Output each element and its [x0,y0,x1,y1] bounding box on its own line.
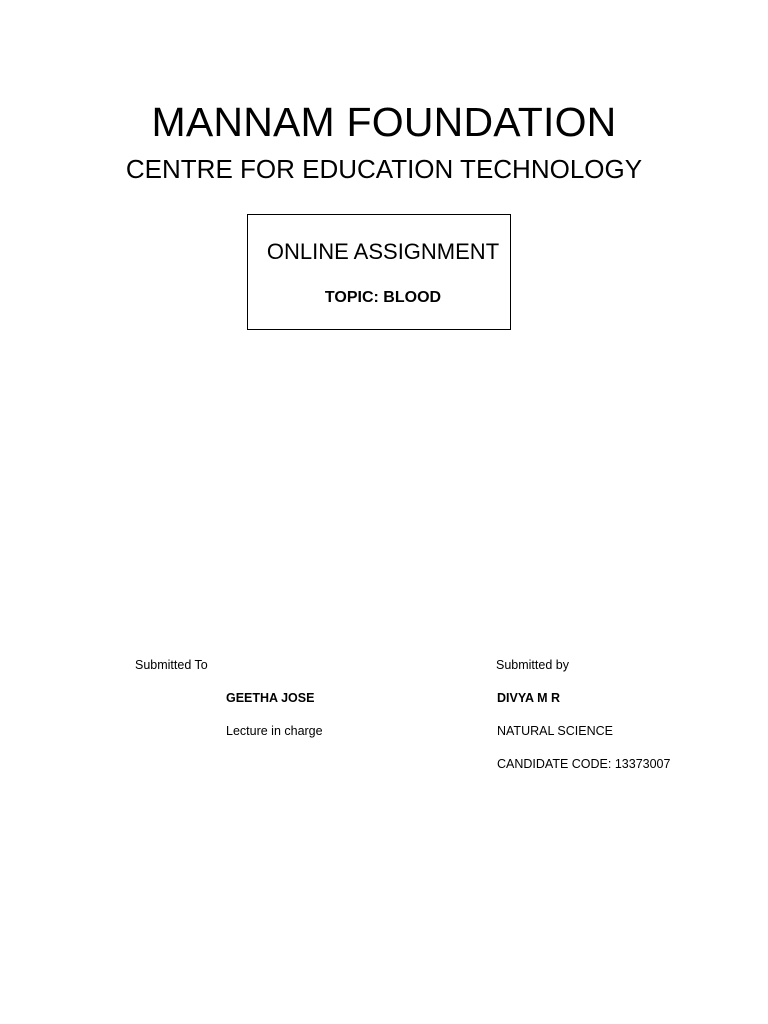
submitted-to-label: Submitted To [135,658,208,672]
submitted-by-subject: NATURAL SCIENCE [497,724,613,738]
submitted-to-name: GEETHA JOSE [226,691,315,705]
assignment-heading: ONLINE ASSIGNMENT [266,239,500,264]
page-title: MANNAM FOUNDATION [151,99,617,145]
assignment-topic: TOPIC: BLOOD [324,289,442,306]
submitted-to-role: Lecture in charge [226,724,323,738]
assignment-box [247,214,511,330]
submitted-by-candidate-code: CANDIDATE CODE: 13373007 [497,757,671,771]
submitted-by-label: Submitted by [496,658,569,672]
submitted-by-name: DIVYA M R [497,691,560,705]
page-subtitle: CENTRE FOR EDUCATION TECHNOLOGY [125,154,643,184]
